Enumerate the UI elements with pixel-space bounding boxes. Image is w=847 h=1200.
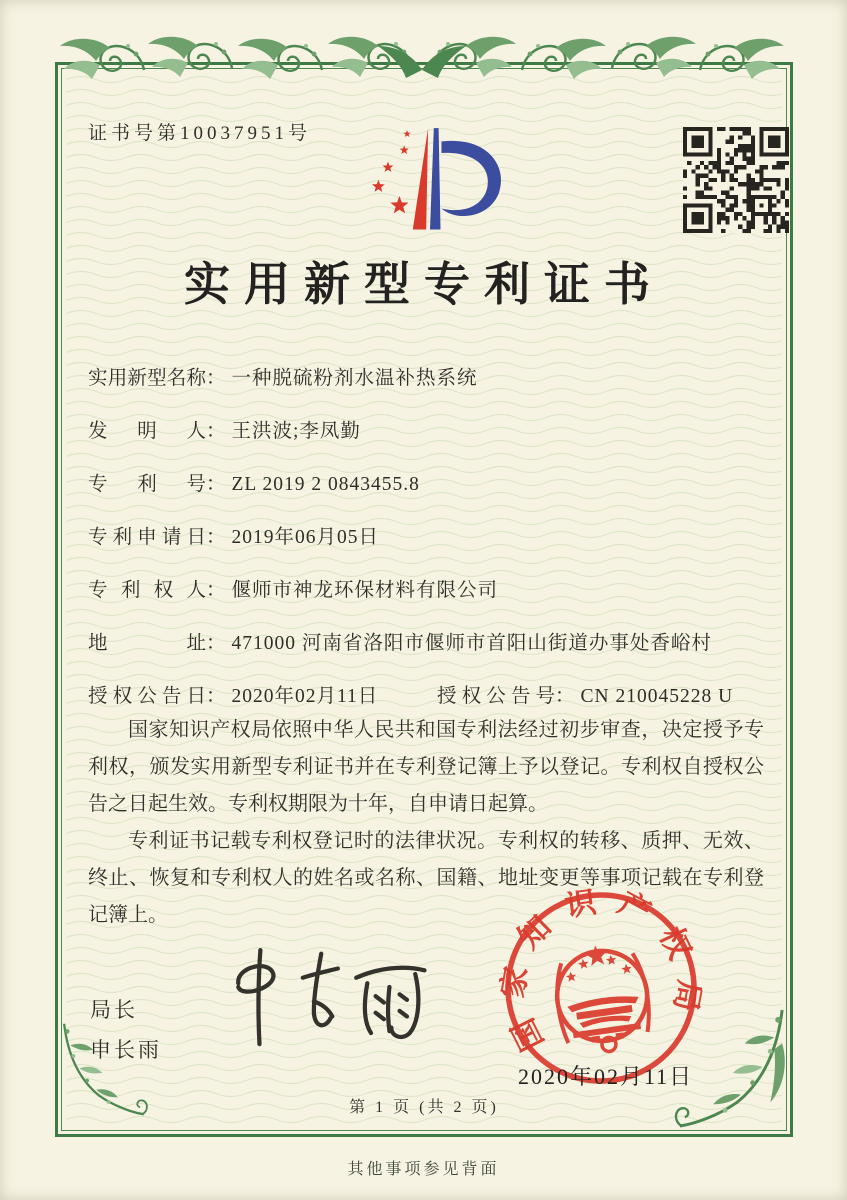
back-note: 其他事项参见背面 [347,1161,500,1178]
field-value: 一种脱硫粉剂水温补热系统 [231,368,478,389]
field-row [88,362,764,390]
field-label: 专利申请日 [88,527,206,548]
legal-paragraph-1: 国家知识产权局依照中华人民共和国专利法经过初步审查，决定授予专利权，颁发实用新型专利证书并在专利登记簿上予以登记。专利权自授权公告之日起生效。专利权期限为十年，自申请日起算。 [88,719,764,815]
seal-date: 2020年02月11日 [518,1064,694,1089]
field-label: 地址 [88,633,206,654]
field-label: 专利号 [88,474,206,495]
field-value: ZL 2019 2 0843455.8 [231,474,420,495]
colon: ： [206,421,226,442]
field-label: 授权公告号 [437,686,555,707]
field-value: 2020年02月11日 [231,686,379,707]
field-row-double [88,680,764,708]
certificate-title: 实用新型专利证书 [184,259,664,310]
signature-shen-changyu [218,946,430,1050]
signer-block [90,990,162,1070]
field-value: 王洪波;李凤勤 [231,421,361,442]
field-label: 专利权人 [88,580,206,601]
colon: ： [206,368,226,389]
field-label: 授权公告日 [88,686,206,707]
field-value: 2019年06月05日 [231,527,380,548]
page-number: 第 1 页 (共 2 页) [349,1099,499,1116]
field-row [88,521,764,549]
colon: ： [206,686,226,707]
qr-code [683,127,789,233]
national-emblem [550,939,654,1057]
certificate-number: 证书号第10037951号 [88,123,312,144]
field-group-right [437,680,733,708]
field-label: 实用新型名称 [88,368,206,389]
signer-title: 局长 [90,998,138,1022]
field-row [88,574,764,602]
field-row [88,415,764,443]
cnipa-logo [344,112,516,238]
field-value: 偃师市神龙环保材料有限公司 [231,580,499,601]
colon: ： [206,580,226,601]
seal-text: 国家知识产权局 [494,881,708,1057]
field-value: CN 210045228 U [580,686,734,707]
field-value: 471000 河南省洛阳市偃师市首阳山街道办事处香峪村 [231,633,712,654]
colon: ： [206,474,226,495]
colon: ： [555,686,575,707]
colon: ： [206,527,226,548]
signer-name: 申长雨 [90,1038,162,1062]
field-row [88,627,764,655]
colon: ： [206,633,226,654]
legal-paragraph-2: 专利证书记载专利权登记时的法律状况。专利权的转移、质押、无效、终止、恢复和专利权人的姓名或名称、国籍、地址变更等事项记载在专利登记簿上。 [88,830,764,926]
field-row [88,468,764,496]
field-label: 发明人 [88,421,206,442]
